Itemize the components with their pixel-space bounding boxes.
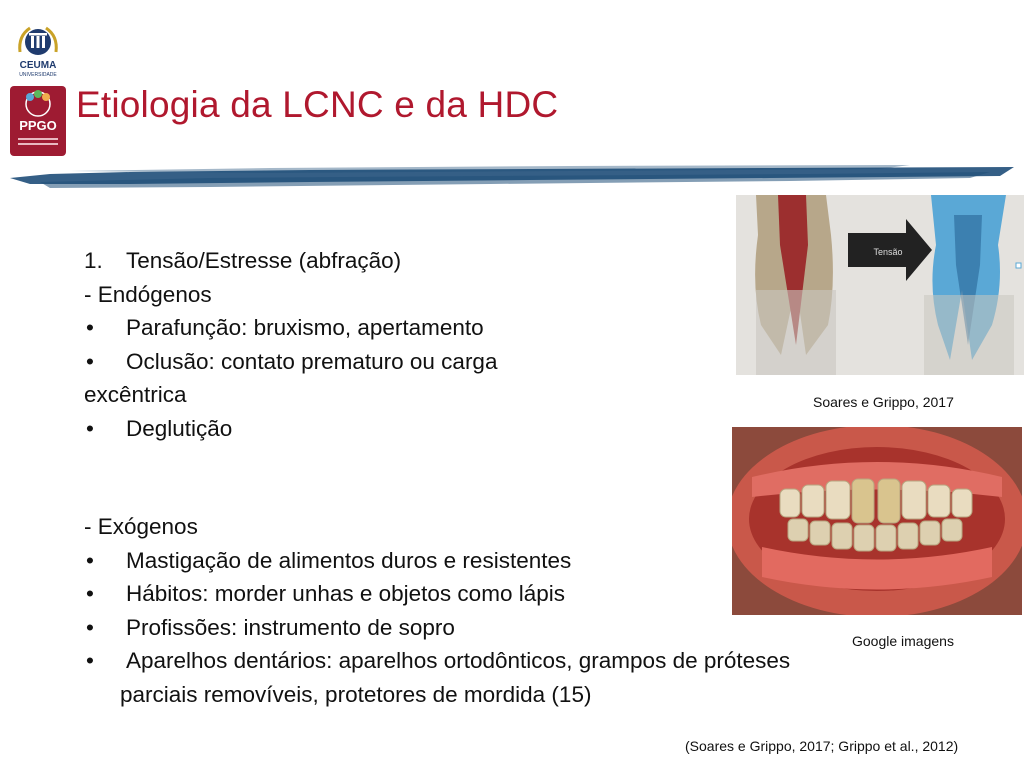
teeth-photo (732, 427, 1022, 615)
item-text: Tensão/Estresse (abfração) (126, 248, 402, 273)
item-number: 1. (84, 248, 103, 273)
bullet-text: Deglutição (126, 415, 233, 441)
bullet-icon: • (86, 547, 94, 573)
bullet-continuation: parciais removíveis, protetores de mordida (15) (120, 681, 592, 707)
bullet-icon: • (86, 348, 94, 374)
citation: (Soares e Grippo, 2017; Grippo et al., 2012) (685, 738, 959, 754)
bullet-text: Aparelhos dentários: aparelhos ortodônticos, grampos de próteses (126, 648, 791, 673)
bullet-item (84, 311, 724, 345)
bullet-icon: • (86, 315, 94, 340)
bullet-item (84, 644, 904, 678)
bullet-text: Parafunção: bruxismo, apertamento (126, 315, 484, 340)
endogenous-section (84, 244, 724, 445)
ppgo-logo (10, 86, 66, 156)
bullet-icon: • (86, 614, 94, 640)
tooth-tension-image (736, 195, 1024, 375)
slide-title: Etiologia da LCNC e da HDC (76, 84, 559, 125)
ceuma-logo (12, 22, 64, 78)
bullet-text: Hábitos: morder unhas e objetos como lápis (126, 581, 565, 606)
bullet-icon: • (86, 415, 94, 441)
bullet-text: Mastigação de alimentos duros e resistentes (126, 547, 572, 573)
image-caption: Soares e Grippo, 2017 (813, 394, 954, 410)
svg-text:UNIVERSIDADE: UNIVERSIDADE (19, 72, 57, 78)
bullet-icon: • (86, 581, 94, 606)
item-tension (84, 244, 724, 278)
exogenous-label: - Exógenos (84, 514, 198, 539)
bullet-item (84, 345, 724, 379)
svg-text:Tensão: Tensão (873, 247, 903, 257)
bullet-item (84, 412, 724, 446)
image-caption: Google imagens (852, 633, 954, 649)
endogenous-label: - Endógenos (84, 281, 212, 307)
bullet-text: Oclusão: contato prematuro ou carga (126, 348, 498, 374)
bullet-icon: • (86, 648, 94, 673)
brush-divider (10, 162, 1014, 192)
bullet-item (84, 611, 904, 645)
svg-text:PPGO: PPGO (19, 118, 57, 133)
svg-text:CEUMA: CEUMA (19, 60, 57, 71)
bullet-continuation: excêntrica (84, 382, 187, 407)
bullet-text: Profissões: instrumento de sopro (126, 614, 455, 640)
